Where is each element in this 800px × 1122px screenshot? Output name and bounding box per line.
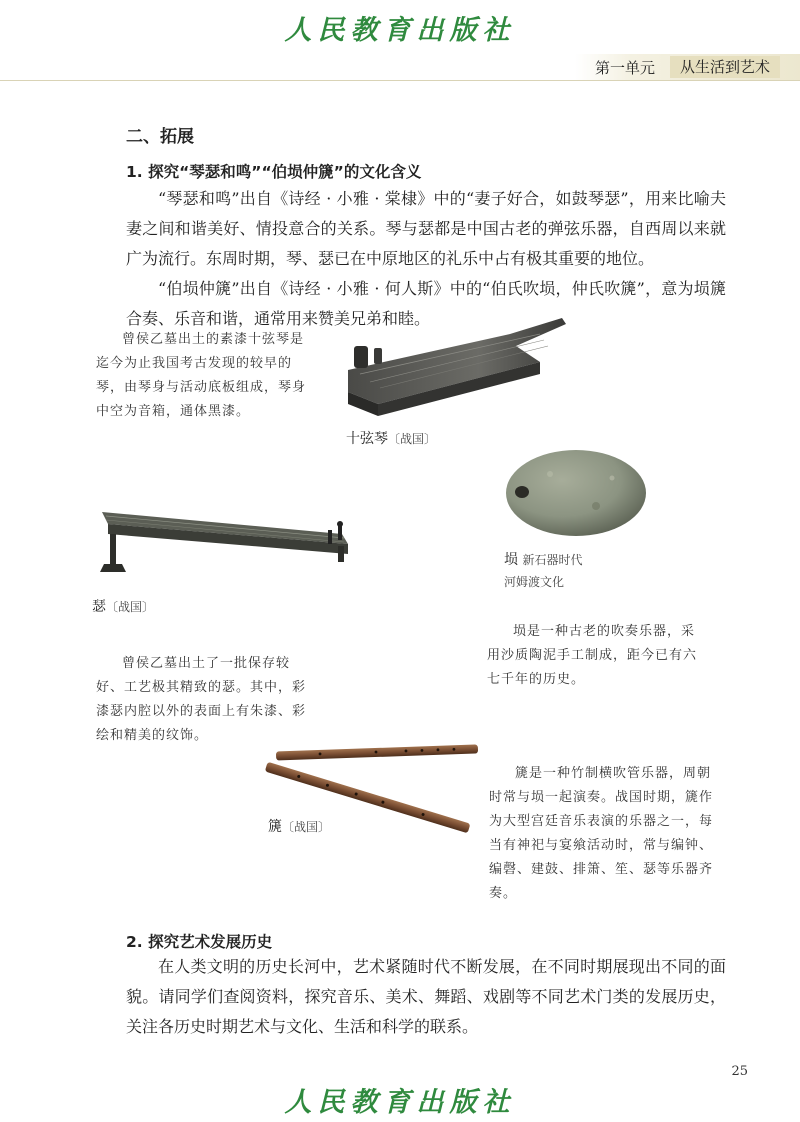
chi-label-group — [268, 816, 330, 836]
se-period: 〔战国〕 — [106, 600, 155, 614]
subsection-2-paragraph-1: 在人类文明的历史长河中，艺术紧随时代不断发展，在不同时期展现出不同的面貌。请同学们查阅资料，探究音乐、美术、舞蹈、戏剧等不同艺术门类的发展历史，关注各历史时期艺术与文化、生活和科学的联系。 — [126, 957, 726, 1036]
unit-label: 第一单元 — [595, 59, 656, 77]
header-rule — [0, 80, 800, 81]
subsection-2-title: 2. 探究艺术发展历史 — [126, 933, 273, 951]
qin-caption: 曾侯乙墓出土的素漆十弦琴是迄今为止我国考古发现的较早的琴，由琴身与活动底板组成，琴身中空为音箱，通体黑漆。 — [96, 332, 307, 419]
xun-image — [500, 446, 650, 540]
footer-publisher-logo: 人民教育出版社 — [284, 1087, 516, 1118]
se-label: 瑟 — [92, 599, 106, 615]
qin-label-group — [346, 428, 436, 448]
xun-period-1: 新石器时代 — [522, 553, 583, 567]
unit-tag — [575, 54, 800, 80]
publisher-logo: 人民教育出版社 — [284, 15, 516, 46]
se-label-group — [92, 596, 154, 616]
subsection-1-title: 1. 探究“琴瑟和鸣”“伯埙仲篪”的文化含义 — [126, 163, 422, 181]
subsection-1-paragraph-1: “琴瑟和鸣”出自《诗经 · 小雅 · 棠棣》中的“妻子好合，如鼓琴瑟”，用来比喻夫妻之间和谐美好、情投意合的关系。琴与瑟都是中国古老的弹弦乐器，自西周以来就广为流行。东周时期，琴、瑟已在中原地区的礼乐中占有极其重要的地位。 — [126, 189, 726, 268]
ten-string-qin-image — [340, 312, 570, 420]
subsection-1-paragraph-2: “伯埙仲篪”出自《诗经 · 小雅 · 何人斯》中的“伯氏吹埙，仲氏吹篪”，意为埙篪合奏、乐音和谐，通常用来赞美兄弟和睦。 — [126, 279, 726, 328]
page-number: 25 — [731, 1064, 748, 1079]
se-image — [92, 500, 364, 584]
xun-label-group — [504, 549, 582, 569]
xun-label: 埙 — [504, 552, 518, 568]
section-title: 二、拓展 — [126, 127, 194, 147]
xun-period-2: 河姆渡文化 — [504, 575, 565, 589]
qin-label: 十弦琴 — [346, 431, 388, 447]
chi-label: 篪 — [268, 819, 282, 835]
unit-title: 从生活到艺术 — [670, 56, 780, 78]
qin-period: 〔战国〕 — [388, 432, 437, 446]
xun-period-2-wrap — [504, 573, 564, 590]
xun-caption: 埙是一种古老的吹奏乐器，采用沙质陶泥手工制成，距今已有六七千年的历史。 — [487, 624, 698, 687]
chi-period: 〔战国〕 — [282, 820, 331, 834]
chi-caption: 篪是一种竹制横吹管乐器，周朝时常与埙一起演奏。战国时期，篪作为大型宫廷音乐表演的乐器之一，每当有神祀与宴飨活动时，常与编钟、编磬、建鼓、排箫、笙、瑟等乐器齐奏。 — [489, 766, 714, 901]
se-caption: 曾侯乙墓出土了一批保存较好、工艺极其精致的瑟。其中，彩漆瑟内腔以外的表面上有朱漆、彩绘和精美的纹饰。 — [96, 656, 307, 743]
